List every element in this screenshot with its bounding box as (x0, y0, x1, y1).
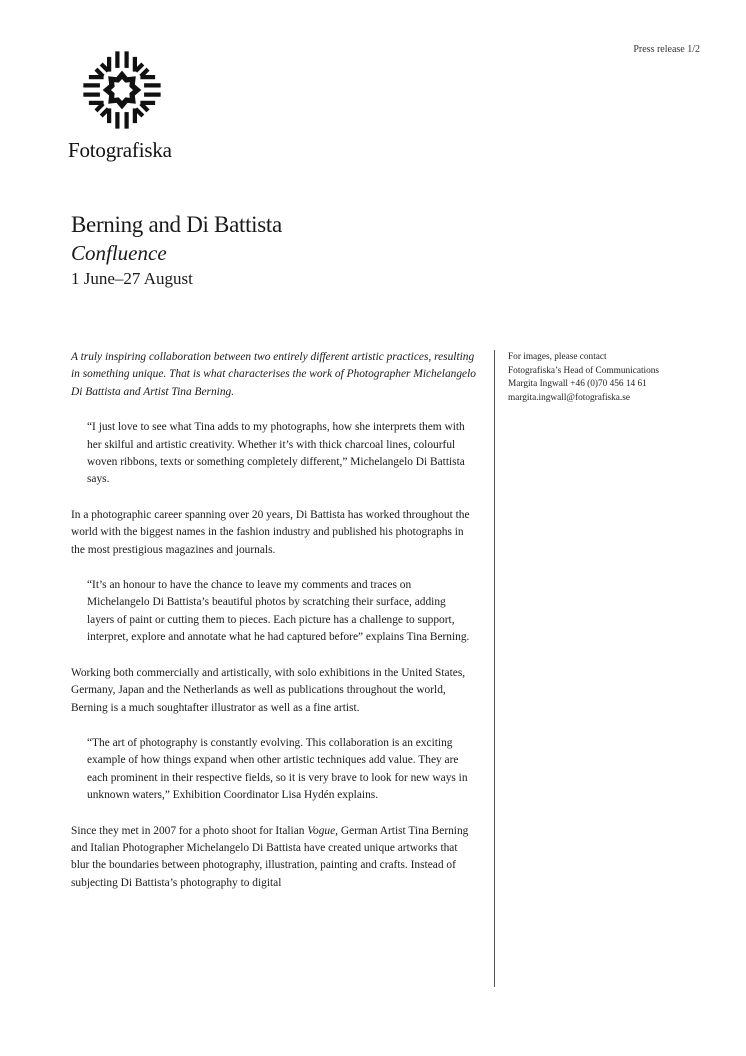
quote-berning: “It’s an honour to have the chance to leave my comments and traces on Michelangelo Di Battista’s beautiful photos by scratching their surface, adding layers of paint or cutting them to pieces. Each picture has a challenge to support, interpret, explore and annotate what he had captured before” explains Tina Berning. (87, 579, 470, 644)
contact-info (508, 351, 659, 405)
vogue-title: Vogue (307, 824, 336, 837)
exhibition-subtitle: Confluence (71, 241, 167, 265)
contact-email[interactable]: margita.ingwall@fotografiska.se (508, 392, 630, 403)
press-release-body (71, 349, 476, 910)
fotografiska-logo (68, 44, 192, 163)
contact-role: Fotografiska’s Head of Communications (508, 365, 660, 376)
body-paragraph-collaboration (71, 823, 476, 893)
exhibition-header (71, 210, 282, 292)
exhibition-title: Berning and Di Battista (71, 212, 282, 237)
logo-wordmark: Fotografiska (68, 138, 172, 162)
exhibition-dates: 1 June–27 August (71, 269, 193, 288)
lede-paragraph: A truly inspiring collaboration between two entirely different artistic practices, resulting in something unique. That is what characterises the work of Photographer Michelangelo Di Battista and Artist Tina Berning. (71, 351, 476, 398)
collab-text-start: Since they met in 2007 for a photo shoot for Italian (71, 824, 308, 837)
contact-name-phone: Margita Ingwall +46 (0)70 456 14 61 (508, 379, 647, 390)
fotografiska-star-icon (76, 44, 168, 136)
collab-text-end: , German Artist Tina Berning and Italian Photographer Michelangelo Di Battista have created unique artworks that blur the boundaries between photography, illustration, painting and crafts. Instead of subjecting Di Battista’s photography to digital (71, 824, 469, 889)
quote-hyden: “The art of photography is constantly evolving. This collaboration is an exciting example of how things expand when other artistic techniques add value. They are each prominent in their respective fields, so it is very brave to look for new ways in unknown waters,” Exhibition Coordinator Lisa Hydén explains. (87, 736, 468, 802)
column-divider (494, 350, 495, 987)
contact-intro: For images, please contact (508, 352, 607, 362)
press-release-label: Press release 1/2 (633, 44, 700, 55)
quote-di-battista: “I just love to see what Tina adds to my photographs, how she interprets them with her skilful and artistic creativity. Whether it’s with thick charcoal lines, colourful woven ribbons, texts or something completely different,” Michelangelo Di Battista says. (87, 421, 465, 486)
body-paragraph-berning: Working both commercially and artistically, with solo exhibitions in the United States, Germany, Japan and the Netherlands as well as publications throughout the world, Berning is a much soughtafter illustrator as well as a fine artist. (71, 666, 466, 714)
body-paragraph-career: In a photographic career spanning over 20 years, Di Battista has worked throughout the world with the biggest names in the fashion industry and published his photographs in the most prestigious magazines and journals. (71, 508, 470, 556)
